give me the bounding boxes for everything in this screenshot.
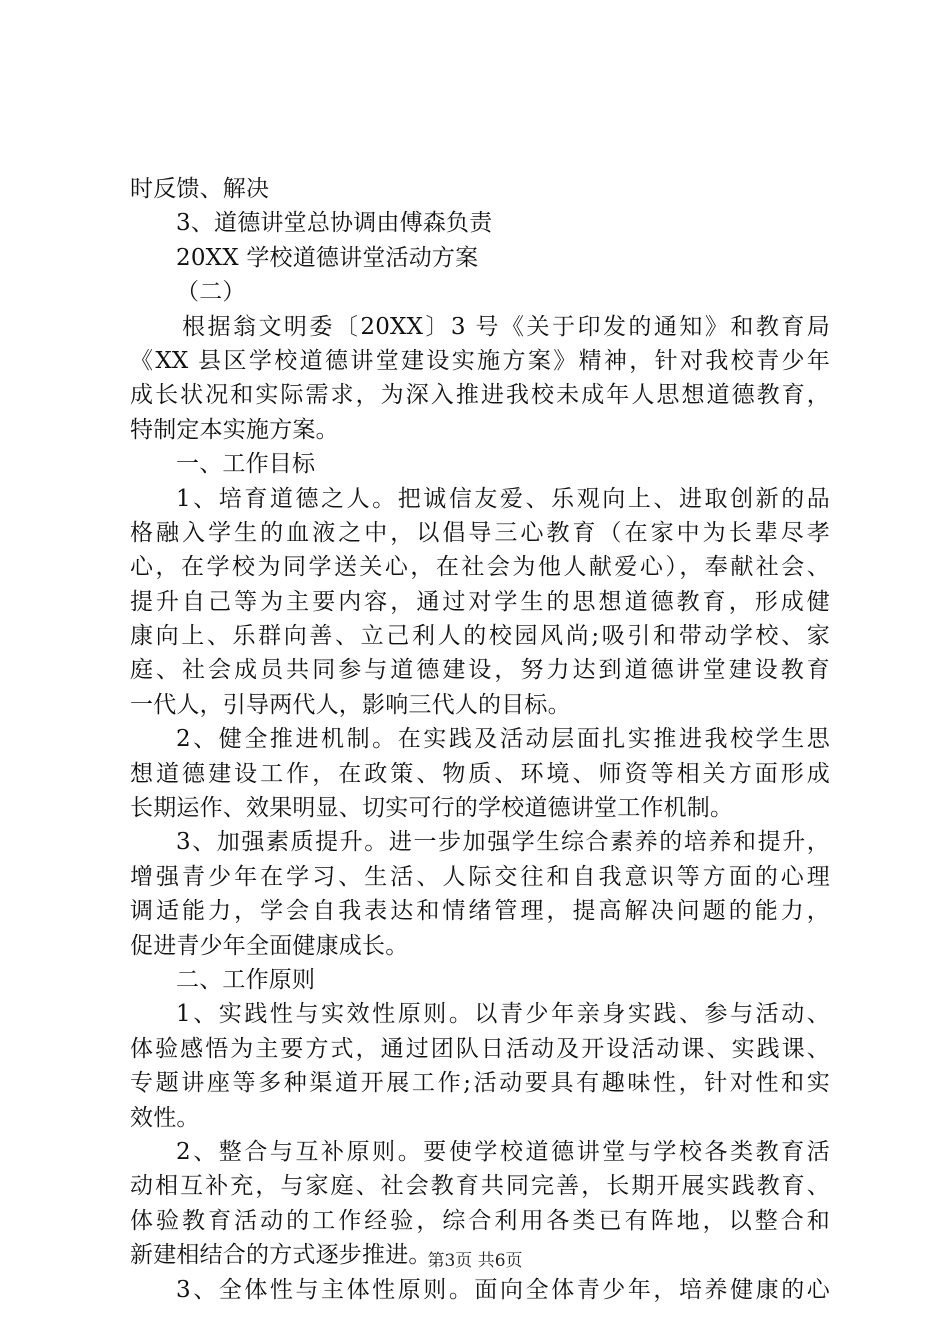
text-line: 促进青少年全面健康成长。	[130, 932, 409, 959]
text-line: 体验感悟为主要方式，通过团队日活动及开设活动课、实践课、	[130, 1035, 830, 1062]
text-line: 20XX 学校道德讲堂活动方案	[176, 244, 479, 271]
text-line: 3、道德讲堂总协调由傅森负责	[176, 210, 493, 237]
text-line: 成长状况和实际需求，为深入推进我校未成年人思想道德教育，	[130, 382, 830, 409]
text-line: 新建相结合的方式逐步推进。	[130, 1242, 432, 1269]
text-line: 动相互补充，与家庭、社会教育共同完善，长期开展实践教育、	[130, 1173, 830, 1200]
text-line: 时反馈、解决	[130, 176, 270, 202]
text-line: 2、健全推进机制。在实践及活动层面扎实推进我校学生思	[176, 726, 830, 753]
document-body	[130, 172, 830, 1307]
text-line: 2、整合与互补原则。要使学校道德讲堂与学校各类教育活	[176, 1138, 830, 1165]
text-line: 一代人，引导两代人，影响三代人的目标。	[130, 691, 571, 718]
text-line: 长期运作、效果明显、切实可行的学校道德讲堂工作机制。	[130, 795, 734, 822]
text-line: 根据翁文明委〔20XX〕3 号《关于印发的通知》和教育局	[182, 313, 830, 340]
text-line: 体验教育活动的工作经验，综合利用各类已有阵地，以整合和	[130, 1207, 830, 1234]
text-line: 1、实践性与实效性原则。以青少年亲身实践、参与活动、	[176, 1001, 830, 1028]
text-line: 调适能力，学会自我表达和情绪管理，提高解决问题的能力，	[130, 898, 830, 925]
text-line: 增强青少年在学习、生活、人际交往和自我意识等方面的心理	[130, 863, 830, 890]
text-line: 二、工作原则	[176, 966, 316, 993]
text-line: 想道德建设工作，在政策、物质、环境、师资等相关方面形成	[130, 760, 830, 787]
text-line: 一、工作目标	[176, 451, 316, 478]
text-line: 心，在学校为同学送关心，在社会为他人献爱心），奉献社会、	[130, 554, 830, 581]
text-line: （二）	[176, 279, 246, 306]
text-line: 专题讲座等多种渠道开展工作;活动要具有趣味性，针对性和实	[130, 1070, 830, 1097]
text-line: 提升自己等为主要内容，通过对学生的思想道德教育，形成健	[130, 588, 830, 615]
text-line: 3、全体性与主体性原则。面向全体青少年，培养健康的心	[176, 1276, 830, 1303]
text-line: 康向上、乐群向善、立己利人的校园风尚;吸引和带动学校、家	[130, 623, 830, 650]
page-footer: 第3页 共6页	[427, 1251, 523, 1271]
text-line: 庭、社会成员共同参与道德建设，努力达到道德讲堂建设教育	[130, 657, 830, 684]
text-line: 效性。	[130, 1104, 200, 1131]
text-line: 格融入学生的血液之中，以倡导三心教育（在家中为长辈尽孝	[130, 519, 830, 546]
text-line: 3、加强素质提升。进一步加强学生综合素养的培养和提升，	[176, 829, 830, 856]
text-line: 特制定本实施方案。	[130, 416, 339, 443]
text-line: 《XX 县区学校道德讲堂建设实施方案》精神，针对我校青少年	[130, 347, 830, 374]
text-line: 1、培育道德之人。把诚信友爱、乐观向上、进取创新的品	[176, 485, 830, 512]
